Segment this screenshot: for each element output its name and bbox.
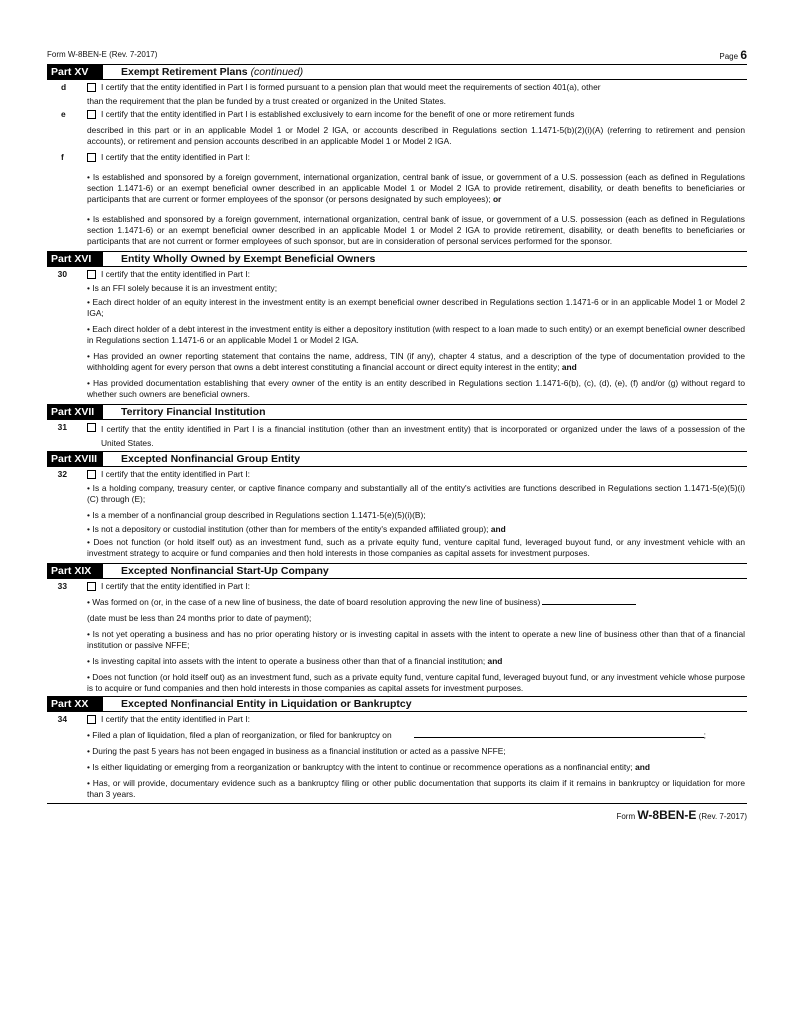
bullet-conj: and bbox=[635, 762, 650, 772]
bullet-text: • Is either liquidating or emerging from a reorganization or bankruptcy with the intent to continue or recommence operations as a nonfinancial entity; bbox=[87, 762, 633, 772]
footer-form-word: Form bbox=[616, 812, 636, 821]
part-tag: Part XV bbox=[47, 65, 103, 79]
part-tag: Part XX bbox=[47, 697, 103, 711]
checkbox-e[interactable] bbox=[87, 110, 96, 119]
line-30-bullet-1: • Is an FFI solely because it is an investment entity; bbox=[87, 283, 278, 293]
line-32-bullet-2: • Is a member of a nonfinancial group described in Regulations section 1.1471-5(e)(5)(i)(B); bbox=[87, 510, 426, 520]
line-letter: d bbox=[61, 82, 67, 92]
part-title: Territory Financial Institution bbox=[121, 406, 266, 418]
part-title-suffix: (continued) bbox=[250, 66, 304, 78]
line-letter: e bbox=[61, 109, 66, 119]
line-30-bullet-5: • Has provided documentation establishing that every owner of the entity is an entity described in Regulations section 1.1471-6(b), (c), (d), (e), (f) and/or (g) without regard to whether such owners are beneficial owners. bbox=[87, 378, 745, 399]
bullet-conj: and bbox=[490, 524, 506, 534]
part-xviii-header bbox=[47, 451, 747, 467]
bullet-text: • Filed a plan of liquidation, filed a plan of reorganization, or filed for bankruptcy on bbox=[87, 730, 392, 740]
footer-form-id bbox=[616, 808, 747, 822]
part-tag: Part XVIII bbox=[47, 452, 103, 466]
line-32 bbox=[47, 469, 747, 480]
checkbox-31[interactable] bbox=[87, 423, 96, 432]
bullet-conj: and bbox=[561, 362, 577, 372]
part-title: Entity Wholly Owned by Exempt Beneficial Owners bbox=[121, 253, 376, 265]
line-33-note: (date must be less than 24 months prior to date of payment); bbox=[87, 613, 312, 623]
bullet-text: • Is established and sponsored by a foreign government, international organization, central bank of issue, or government of a U.S. possession (each as defined in Regulations section 1.1471-6) or an exempt beneficial owner described in an applicable Model 1 or Model 2 IGA to provide retirement, disability, or death benefits to beneficiaries or participants that are current or former employees of the sponsor (or persons designated by such employees); bbox=[87, 172, 745, 204]
page-header bbox=[47, 44, 747, 64]
line-33-bullet-2: • Is not yet operating a business and has no prior operating history or is investing capital in assets with the intent to operate a new line of business other than that of a financial institution or passive NFFE; bbox=[87, 629, 745, 650]
bullet-conj: or bbox=[492, 194, 502, 204]
line-33 bbox=[47, 581, 747, 592]
part-title-text: Exempt Retirement Plans bbox=[121, 66, 248, 78]
line-d-text-1: I certify that the entity identified in Part I is formed pursuant to a pension plan that would meet the requirements of section 401(a), other bbox=[101, 82, 601, 92]
line-f-bullet-1 bbox=[47, 172, 747, 205]
line-34 bbox=[47, 714, 747, 725]
line-33-text: I certify that the entity identified in Part I: bbox=[101, 581, 250, 591]
part-title: Excepted Nonfinancial Entity in Liquidation or Bankruptcy bbox=[121, 698, 412, 710]
line-31-text: I certify that the entity identified in Part I is a financial institution (other than an investment entity) that is incorporated or organized under the laws of a possession of the United States. bbox=[101, 424, 745, 448]
line-number: 33 bbox=[57, 581, 67, 591]
line-e-text-1: I certify that the entity identified in Part I is established exclusively to earn income for the benefit of one or more retirement funds bbox=[101, 109, 575, 119]
line-33-bullet-1 bbox=[47, 595, 747, 608]
line-32-bullet-4: • Does not function (or hold itself out) as an investment fund, such as a private equity fund, venture capital fund, leveraged buyout fund, or any investment vehicle with an investment strategy to acquire or fund companies and then hold interests in those companies as capital assets for investment purposes. bbox=[87, 537, 745, 558]
line-30-bullet-4 bbox=[47, 351, 747, 373]
line-number: 31 bbox=[57, 422, 67, 432]
line-number: 30 bbox=[57, 269, 67, 279]
footer-rev: (Rev. 7-2017) bbox=[698, 812, 747, 821]
page-indicator bbox=[719, 48, 747, 62]
line-d-cont: than the requirement that the plan be funded by a trust created or organized in the United States. bbox=[87, 96, 446, 106]
line-f-text: I certify that the entity identified in Part I: bbox=[101, 152, 250, 162]
line-33-bullet-4: • Does not function (or hold itself out) as an investment fund, such as a private equity fund, venture capital fund, leveraged buyout fund, or any investment vehicle whose purpose is to acquire or fund companies and then hold interests in those companies as capital assets for investment purposes. bbox=[87, 672, 745, 693]
part-xix-header bbox=[47, 563, 747, 579]
line-32-text: I certify that the entity identified in Part I: bbox=[101, 469, 250, 479]
part-title bbox=[121, 66, 303, 78]
line-letter: f bbox=[61, 152, 64, 162]
part-tag: Part XVII bbox=[47, 405, 103, 419]
line-33-bullet-3 bbox=[47, 656, 747, 667]
checkbox-34[interactable] bbox=[87, 715, 96, 724]
checkbox-33[interactable] bbox=[87, 582, 96, 591]
line-32-bullet-3 bbox=[47, 524, 747, 535]
part-title: Excepted Nonfinancial Start-Up Company bbox=[121, 565, 329, 577]
bullet-end: ; bbox=[703, 730, 706, 740]
line-34-bullet-1 bbox=[47, 728, 747, 741]
line-34-bullet-2: • During the past 5 years has not been engaged in business as a financial institution or acted as a passive NFFE; bbox=[87, 746, 506, 756]
bullet-conj: and bbox=[487, 656, 503, 666]
line-34-bullet-4: • Has, or will provide, documentary evidence such as a bankruptcy filing or other public documentation that supports its claim if it remains in bankruptcy or liquidation for more than 3 years. bbox=[87, 778, 745, 799]
line-d bbox=[47, 82, 747, 93]
checkbox-f[interactable] bbox=[87, 153, 96, 162]
bullet-text: • Was formed on (or, in the case of a new line of business, the date of board resolution approving the new line of business) bbox=[87, 597, 541, 607]
checkbox-30[interactable] bbox=[87, 270, 96, 279]
formation-date-field[interactable] bbox=[542, 595, 636, 605]
page-number: 6 bbox=[740, 48, 747, 62]
part-tag: Part XVI bbox=[47, 252, 103, 266]
line-34-bullet-3 bbox=[47, 762, 747, 773]
part-xv-header bbox=[47, 64, 747, 80]
part-xx-header bbox=[47, 696, 747, 712]
part-xvi-header bbox=[47, 251, 747, 267]
checkbox-32[interactable] bbox=[87, 470, 96, 479]
line-number: 34 bbox=[57, 714, 67, 724]
line-30-text: I certify that the entity identified in Part I: bbox=[101, 269, 250, 279]
line-f-bullet-2: • Is established and sponsored by a foreign government, international organization, central bank of issue, or government of a U.S. possession (each as defined in Regulations section 1.1471-6) or an exempt beneficial owner described in an applicable Model 1 or Model 2 IGA to provide retirement, disability, or death benefits to beneficiaries or participants that are not current or former employees of such sponsor, but are in consideration of personal services performed for the sponsor. bbox=[87, 214, 745, 246]
bankruptcy-date-field[interactable] bbox=[414, 728, 704, 738]
bullet-text: • Is not a depository or custodial institution (other than for members of the entity's expanded affiliated group); bbox=[87, 524, 489, 534]
bullet-text: • Is investing capital into assets with the intent to operate a business other than that of a financial institution; bbox=[87, 656, 486, 666]
part-xvii-header bbox=[47, 404, 747, 420]
line-30 bbox=[47, 269, 747, 280]
checkbox-d[interactable] bbox=[87, 83, 96, 92]
line-32-bullet-1: • Is a holding company, treasury center, or captive finance company and substantially all of the entity's activities are functions described in Regulations section 1.1471-5(e)(5)(i)(C) through (E); bbox=[87, 483, 745, 504]
footer-form-name: W-8BEN-E bbox=[637, 808, 697, 822]
page-word: Page bbox=[719, 52, 739, 61]
form-label: Form W-8BEN-E (Rev. 7-2017) bbox=[47, 50, 158, 59]
line-number: 32 bbox=[57, 469, 67, 479]
line-31 bbox=[47, 422, 747, 450]
form-page bbox=[47, 44, 747, 824]
part-tag: Part XIX bbox=[47, 564, 103, 578]
line-30-bullet-3: • Each direct holder of a debt interest in the investment entity is either a depository institution (with respect to a loan made to such entity) or an exempt beneficial owner described in Regulations section 1.1471-6 or an applicable Model 1 or Model 2 IGA. bbox=[87, 324, 745, 345]
line-e-cont: described in this part or in an applicable Model 1 or Model 2 IGA, or accounts described in Regulations section 1.1471-5(b)(2)(i)(A) (referring to retirement and pension accounts), or retirement and pension accounts described in an applicable Model 1 or Model 2 IGA. bbox=[87, 125, 745, 146]
line-f bbox=[47, 152, 747, 163]
page-footer bbox=[47, 804, 747, 824]
part-title: Excepted Nonfinancial Group Entity bbox=[121, 453, 301, 465]
line-e bbox=[47, 109, 747, 120]
line-34-text: I certify that the entity identified in Part I: bbox=[101, 714, 250, 724]
line-30-bullet-2: • Each direct holder of an equity interest in the investment entity is an exempt beneficial owner described in Regulations section 1.1471-6 or in an applicable Model 1 or Model 2 IGA; bbox=[87, 297, 745, 318]
bullet-text: • Has provided an owner reporting statement that contains the name, address, TIN (if any), chapter 4 status, and a description of the type of documentation provided to the withholding agent for every person that owns a debt interest constituting a financial account or direct equity interest in the entity; bbox=[87, 351, 745, 372]
